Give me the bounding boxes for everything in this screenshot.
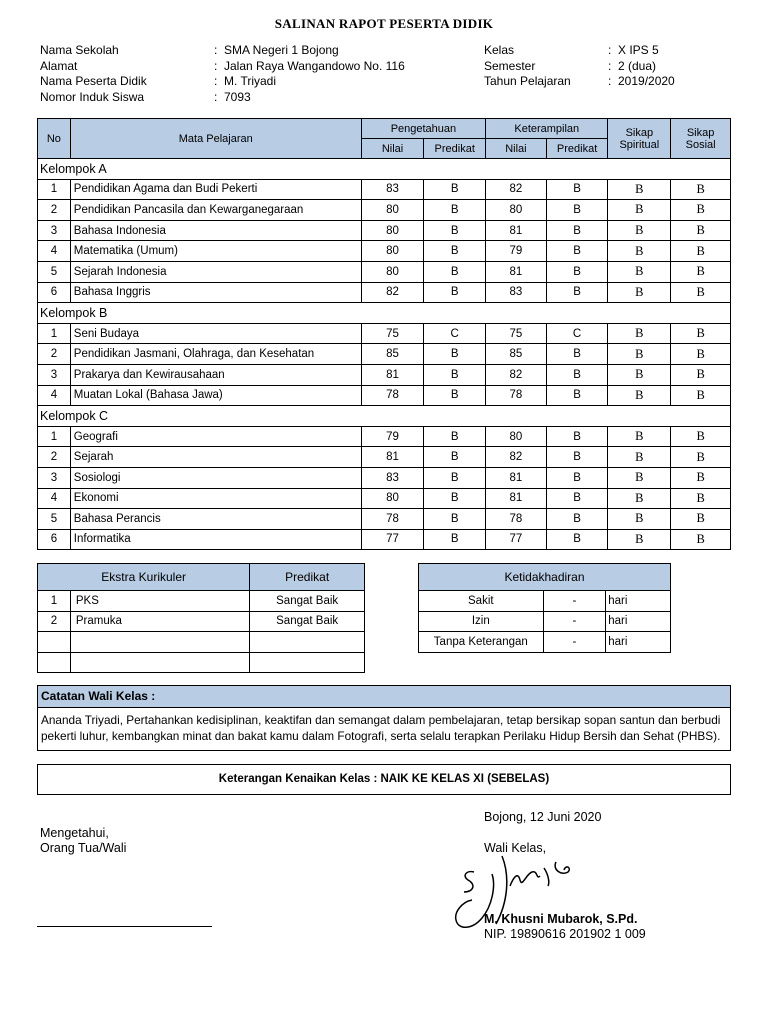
knowledge-score: 78	[361, 509, 424, 530]
skill-score: 75	[486, 323, 547, 344]
row-no: 3	[38, 220, 71, 241]
header-subject: Mata Pelajaran	[70, 119, 361, 159]
skill-predicate: B	[546, 364, 608, 385]
spiritual-grade: B	[608, 509, 671, 530]
skill-score: 78	[486, 509, 547, 530]
subject-row	[38, 220, 731, 241]
grades-body	[38, 159, 731, 550]
knowledge-predicate: B	[424, 344, 486, 365]
skill-predicate: B	[546, 200, 608, 221]
skill-predicate: C	[546, 323, 608, 344]
info-value: Jalan Raya Wangandowo No. 116	[224, 58, 405, 73]
header-skills: Keterampilan	[486, 119, 608, 139]
teacher-role: Wali Kelas,	[484, 841, 547, 855]
absence-header: Ketidakhadiran	[419, 564, 671, 591]
spiritual-grade: B	[608, 426, 671, 447]
subject-row	[38, 447, 731, 468]
parent-label-1: Mengetahui,	[40, 826, 109, 840]
notes-text: Ananda Triyadi, Pertahankan kedisiplinan, keaktifan dan semangat dalam pembelajaran, tetap bersikap sopan santun dan berbudi pekerti luhur, kembangkan minat dan bakat kamu dalam Fotografi, serta selalu terapkan Perilaku Hidup Bersih dan Sehat (PHBS).	[41, 713, 721, 743]
row-no: 6	[38, 529, 71, 550]
extra-predicate	[250, 652, 365, 673]
spiritual-grade: B	[608, 261, 671, 282]
social-grade: B	[671, 529, 731, 550]
spiritual-grade: B	[608, 385, 671, 406]
subject-row	[38, 529, 731, 550]
social-grade: B	[671, 179, 731, 200]
header-k-pred: Predikat	[424, 139, 486, 159]
social-grade: B	[671, 447, 731, 468]
spiritual-grade: B	[608, 179, 671, 200]
skill-score: 80	[486, 200, 547, 221]
row-no: 1	[38, 323, 71, 344]
subject-name: Informatika	[70, 529, 361, 550]
header-k-score: Nilai	[361, 139, 424, 159]
knowledge-predicate: B	[424, 509, 486, 530]
knowledge-score: 83	[361, 179, 424, 200]
social-grade: B	[671, 282, 731, 303]
knowledge-score: 81	[361, 364, 424, 385]
header-social-line2: Sosial	[685, 138, 716, 151]
knowledge-predicate: C	[424, 323, 486, 344]
knowledge-predicate: B	[424, 447, 486, 468]
skill-score: 78	[486, 385, 547, 406]
skill-predicate: B	[546, 529, 608, 550]
skill-score: 82	[486, 364, 547, 385]
info-label: Tahun Pelajaran	[484, 74, 571, 89]
parent-signature-line	[37, 926, 212, 927]
extra-predicate	[250, 632, 365, 653]
info-left: Nama Sekolah : SMA Negeri 1 Bojong Alamat : Jalan Raya Wangandowo No. 116 Nama Peserta Didik : M. Triyadi Nomor Induk Siswa : 7093	[40, 43, 405, 105]
knowledge-predicate: B	[424, 364, 486, 385]
skill-score: 81	[486, 467, 547, 488]
extra-no	[38, 652, 71, 673]
absence-label: Sakit	[419, 591, 544, 612]
skill-predicate: B	[546, 220, 608, 241]
skill-score: 80	[486, 426, 547, 447]
group-name: Kelompok C	[38, 406, 731, 427]
subject-row	[38, 426, 731, 447]
info-label: Nama Sekolah	[40, 43, 119, 57]
skill-predicate: B	[546, 241, 608, 262]
social-grade: B	[671, 364, 731, 385]
subject-row	[38, 364, 731, 385]
spiritual-grade: B	[608, 344, 671, 365]
info-label: Semester	[484, 58, 536, 73]
subject-name: Pendidikan Pancasila dan Kewarganegaraan	[70, 200, 361, 221]
subject-row	[38, 488, 731, 509]
subject-row	[38, 261, 731, 282]
header-social	[671, 119, 731, 159]
social-grade: B	[671, 241, 731, 262]
subject-row	[38, 323, 731, 344]
knowledge-score: 82	[361, 282, 424, 303]
group-row	[38, 303, 731, 324]
social-grade: B	[671, 488, 731, 509]
subject-name: Sosiologi	[70, 467, 361, 488]
document-title: SALINAN RAPOT PESERTA DIDIK	[274, 16, 494, 31]
row-no: 1	[38, 426, 71, 447]
skill-predicate: B	[546, 179, 608, 200]
row-no: 2	[38, 447, 71, 468]
row-no: 4	[38, 488, 71, 509]
extra-body	[38, 591, 365, 673]
spiritual-grade: B	[608, 323, 671, 344]
subject-name: Bahasa Indonesia	[70, 220, 361, 241]
extra-row	[38, 591, 365, 612]
knowledge-predicate: B	[424, 467, 486, 488]
knowledge-score: 81	[361, 447, 424, 468]
social-grade: B	[671, 385, 731, 406]
notes-box	[37, 685, 731, 751]
absence-value: -	[543, 591, 606, 612]
spiritual-grade: B	[608, 220, 671, 241]
info-value: M. Triyadi	[224, 74, 277, 89]
skill-score: 85	[486, 344, 547, 365]
spiritual-grade: B	[608, 467, 671, 488]
subject-row	[38, 282, 731, 303]
extra-predicate: Sangat Baik	[250, 611, 365, 632]
group-row	[38, 406, 731, 427]
skill-predicate: B	[546, 385, 608, 406]
info-value: SMA Negeri 1 Bojong	[224, 43, 339, 57]
subject-name: Pendidikan Jasmani, Olahraga, dan Kesehatan	[70, 344, 361, 365]
absence-table	[418, 563, 671, 653]
absence-label: Izin	[419, 611, 544, 632]
subject-row	[38, 344, 731, 365]
group-name: Kelompok A	[38, 159, 731, 180]
social-grade: B	[671, 261, 731, 282]
social-grade: B	[671, 344, 731, 365]
spiritual-grade: B	[608, 529, 671, 550]
extra-predicate: Sangat Baik	[250, 591, 365, 612]
skill-score: 83	[486, 282, 547, 303]
subject-name: Bahasa Perancis	[70, 509, 361, 530]
knowledge-predicate: B	[424, 426, 486, 447]
subject-name: Sejarah Indonesia	[70, 261, 361, 282]
knowledge-predicate: B	[424, 488, 486, 509]
social-grade: B	[671, 426, 731, 447]
info-value: 7093	[224, 90, 251, 105]
subject-row	[38, 509, 731, 530]
absence-value: -	[543, 611, 606, 632]
extra-row	[38, 632, 365, 653]
subject-name: Ekonomi	[70, 488, 361, 509]
extra-name: PKS	[70, 591, 249, 612]
absence-value: -	[543, 632, 606, 653]
knowledge-score: 80	[361, 200, 424, 221]
subject-name: Pendidikan Agama dan Budi Pekerti	[70, 179, 361, 200]
social-grade: B	[671, 200, 731, 221]
extracurricular-table	[37, 563, 365, 673]
subject-name: Matematika (Umum)	[70, 241, 361, 262]
subject-name: Sejarah	[70, 447, 361, 468]
skill-score: 81	[486, 488, 547, 509]
row-no: 3	[38, 467, 71, 488]
skill-score: 81	[486, 261, 547, 282]
spiritual-grade: B	[608, 282, 671, 303]
knowledge-score: 78	[361, 385, 424, 406]
row-no: 3	[38, 364, 71, 385]
header-spiritual	[608, 119, 671, 159]
row-no: 1	[38, 179, 71, 200]
knowledge-score: 80	[361, 488, 424, 509]
info-label: Alamat	[40, 58, 78, 73]
skill-predicate: B	[546, 509, 608, 530]
skill-predicate: B	[546, 261, 608, 282]
absence-body	[419, 591, 671, 653]
extra-name: Pramuka	[70, 611, 249, 632]
header-s-score: Nilai	[486, 139, 547, 159]
knowledge-score: 83	[361, 467, 424, 488]
knowledge-score: 80	[361, 241, 424, 262]
skill-predicate: B	[546, 467, 608, 488]
extra-row	[38, 652, 365, 673]
subject-name: Muatan Lokal (Bahasa Jawa)	[70, 385, 361, 406]
knowledge-score: 79	[361, 426, 424, 447]
subject-name: Seni Budaya	[70, 323, 361, 344]
skill-score: 81	[486, 220, 547, 241]
row-no: 5	[38, 509, 71, 530]
teacher-name: M. Khusni Mubarok, S.Pd.	[484, 912, 638, 926]
social-grade: B	[671, 509, 731, 530]
extra-no: 1	[38, 591, 71, 612]
header-social-line1: Sikap	[686, 126, 715, 139]
knowledge-score: 85	[361, 344, 424, 365]
absence-unit: hari	[606, 611, 671, 632]
knowledge-predicate: B	[424, 179, 486, 200]
skill-score: 82	[486, 447, 547, 468]
row-no: 6	[38, 282, 71, 303]
absence-row	[419, 611, 671, 632]
subject-row	[38, 385, 731, 406]
extra-name	[70, 652, 249, 673]
header-knowledge: Pengetahuan	[361, 119, 485, 139]
extra-no: 2	[38, 611, 71, 632]
skill-predicate: B	[546, 447, 608, 468]
absence-row	[419, 632, 671, 653]
extra-header-name: Ekstra Kurikuler	[38, 564, 250, 591]
knowledge-score: 75	[361, 323, 424, 344]
subject-row	[38, 200, 731, 221]
knowledge-predicate: B	[424, 200, 486, 221]
subject-row	[38, 241, 731, 262]
subject-name: Geografi	[70, 426, 361, 447]
knowledge-score: 80	[361, 261, 424, 282]
header-spiritual-line2: Spiritual	[619, 138, 660, 151]
social-grade: B	[671, 220, 731, 241]
skill-predicate: B	[546, 282, 608, 303]
knowledge-score: 77	[361, 529, 424, 550]
spiritual-grade: B	[608, 241, 671, 262]
spiritual-grade: B	[608, 447, 671, 468]
knowledge-predicate: B	[424, 385, 486, 406]
subject-name: Prakarya dan Kewirausahaan	[70, 364, 361, 385]
social-grade: B	[671, 467, 731, 488]
subject-row	[38, 467, 731, 488]
skill-score: 79	[486, 241, 547, 262]
group-name: Kelompok B	[38, 303, 731, 324]
knowledge-predicate: B	[424, 261, 486, 282]
skill-score: 77	[486, 529, 547, 550]
info-label: Kelas	[484, 43, 515, 57]
header-no: No	[38, 119, 71, 159]
header-s-pred: Predikat	[546, 139, 608, 159]
row-no: 4	[38, 241, 71, 262]
header-spiritual-line1: Sikap	[625, 126, 654, 139]
info-value: 2 (dua)	[618, 58, 657, 73]
row-no: 2	[38, 344, 71, 365]
skill-score: 82	[486, 179, 547, 200]
info-label: Nomor Induk Siswa	[40, 90, 145, 105]
absence-label: Tanpa Keterangan	[419, 632, 544, 653]
info-value: 2019/2020	[618, 74, 675, 89]
subject-row	[38, 179, 731, 200]
extra-header-pred: Predikat	[250, 564, 365, 591]
absence-unit: hari	[606, 632, 671, 653]
teacher-nip: NIP. 19890616 201902 1 009	[484, 927, 646, 941]
knowledge-predicate: B	[424, 241, 486, 262]
place-date: Bojong, 12 Juni 2020	[484, 810, 602, 824]
group-row	[38, 159, 731, 180]
absence-unit: hari	[606, 591, 671, 612]
spiritual-grade: B	[608, 200, 671, 221]
row-no: 2	[38, 200, 71, 221]
knowledge-predicate: B	[424, 529, 486, 550]
skill-predicate: B	[546, 344, 608, 365]
info-value: X IPS 5	[618, 43, 659, 57]
notes-header: Catatan Wali Kelas :	[38, 686, 730, 708]
subject-name: Bahasa Inggris	[70, 282, 361, 303]
parent-label-2: Orang Tua/Wali	[40, 841, 127, 855]
skill-predicate: B	[546, 488, 608, 509]
knowledge-score: 80	[361, 220, 424, 241]
spiritual-grade: B	[608, 488, 671, 509]
extra-row	[38, 611, 365, 632]
spiritual-grade: B	[608, 364, 671, 385]
knowledge-predicate: B	[424, 282, 486, 303]
social-grade: B	[671, 323, 731, 344]
absence-row	[419, 591, 671, 612]
promotion-box: Keterangan Kenaikan Kelas : NAIK KE KELAS XI (SEBELAS)	[37, 764, 731, 795]
knowledge-predicate: B	[424, 220, 486, 241]
info-right: Kelas : X IPS 5 Semester : 2 (dua) Tahun Pelajaran : 2019/2020	[484, 43, 675, 89]
skill-predicate: B	[546, 426, 608, 447]
row-no: 4	[38, 385, 71, 406]
extra-name	[70, 632, 249, 653]
grades-table	[37, 118, 731, 550]
info-label: Nama Peserta Didik	[40, 74, 147, 89]
extra-no	[38, 632, 71, 653]
row-no: 5	[38, 261, 71, 282]
